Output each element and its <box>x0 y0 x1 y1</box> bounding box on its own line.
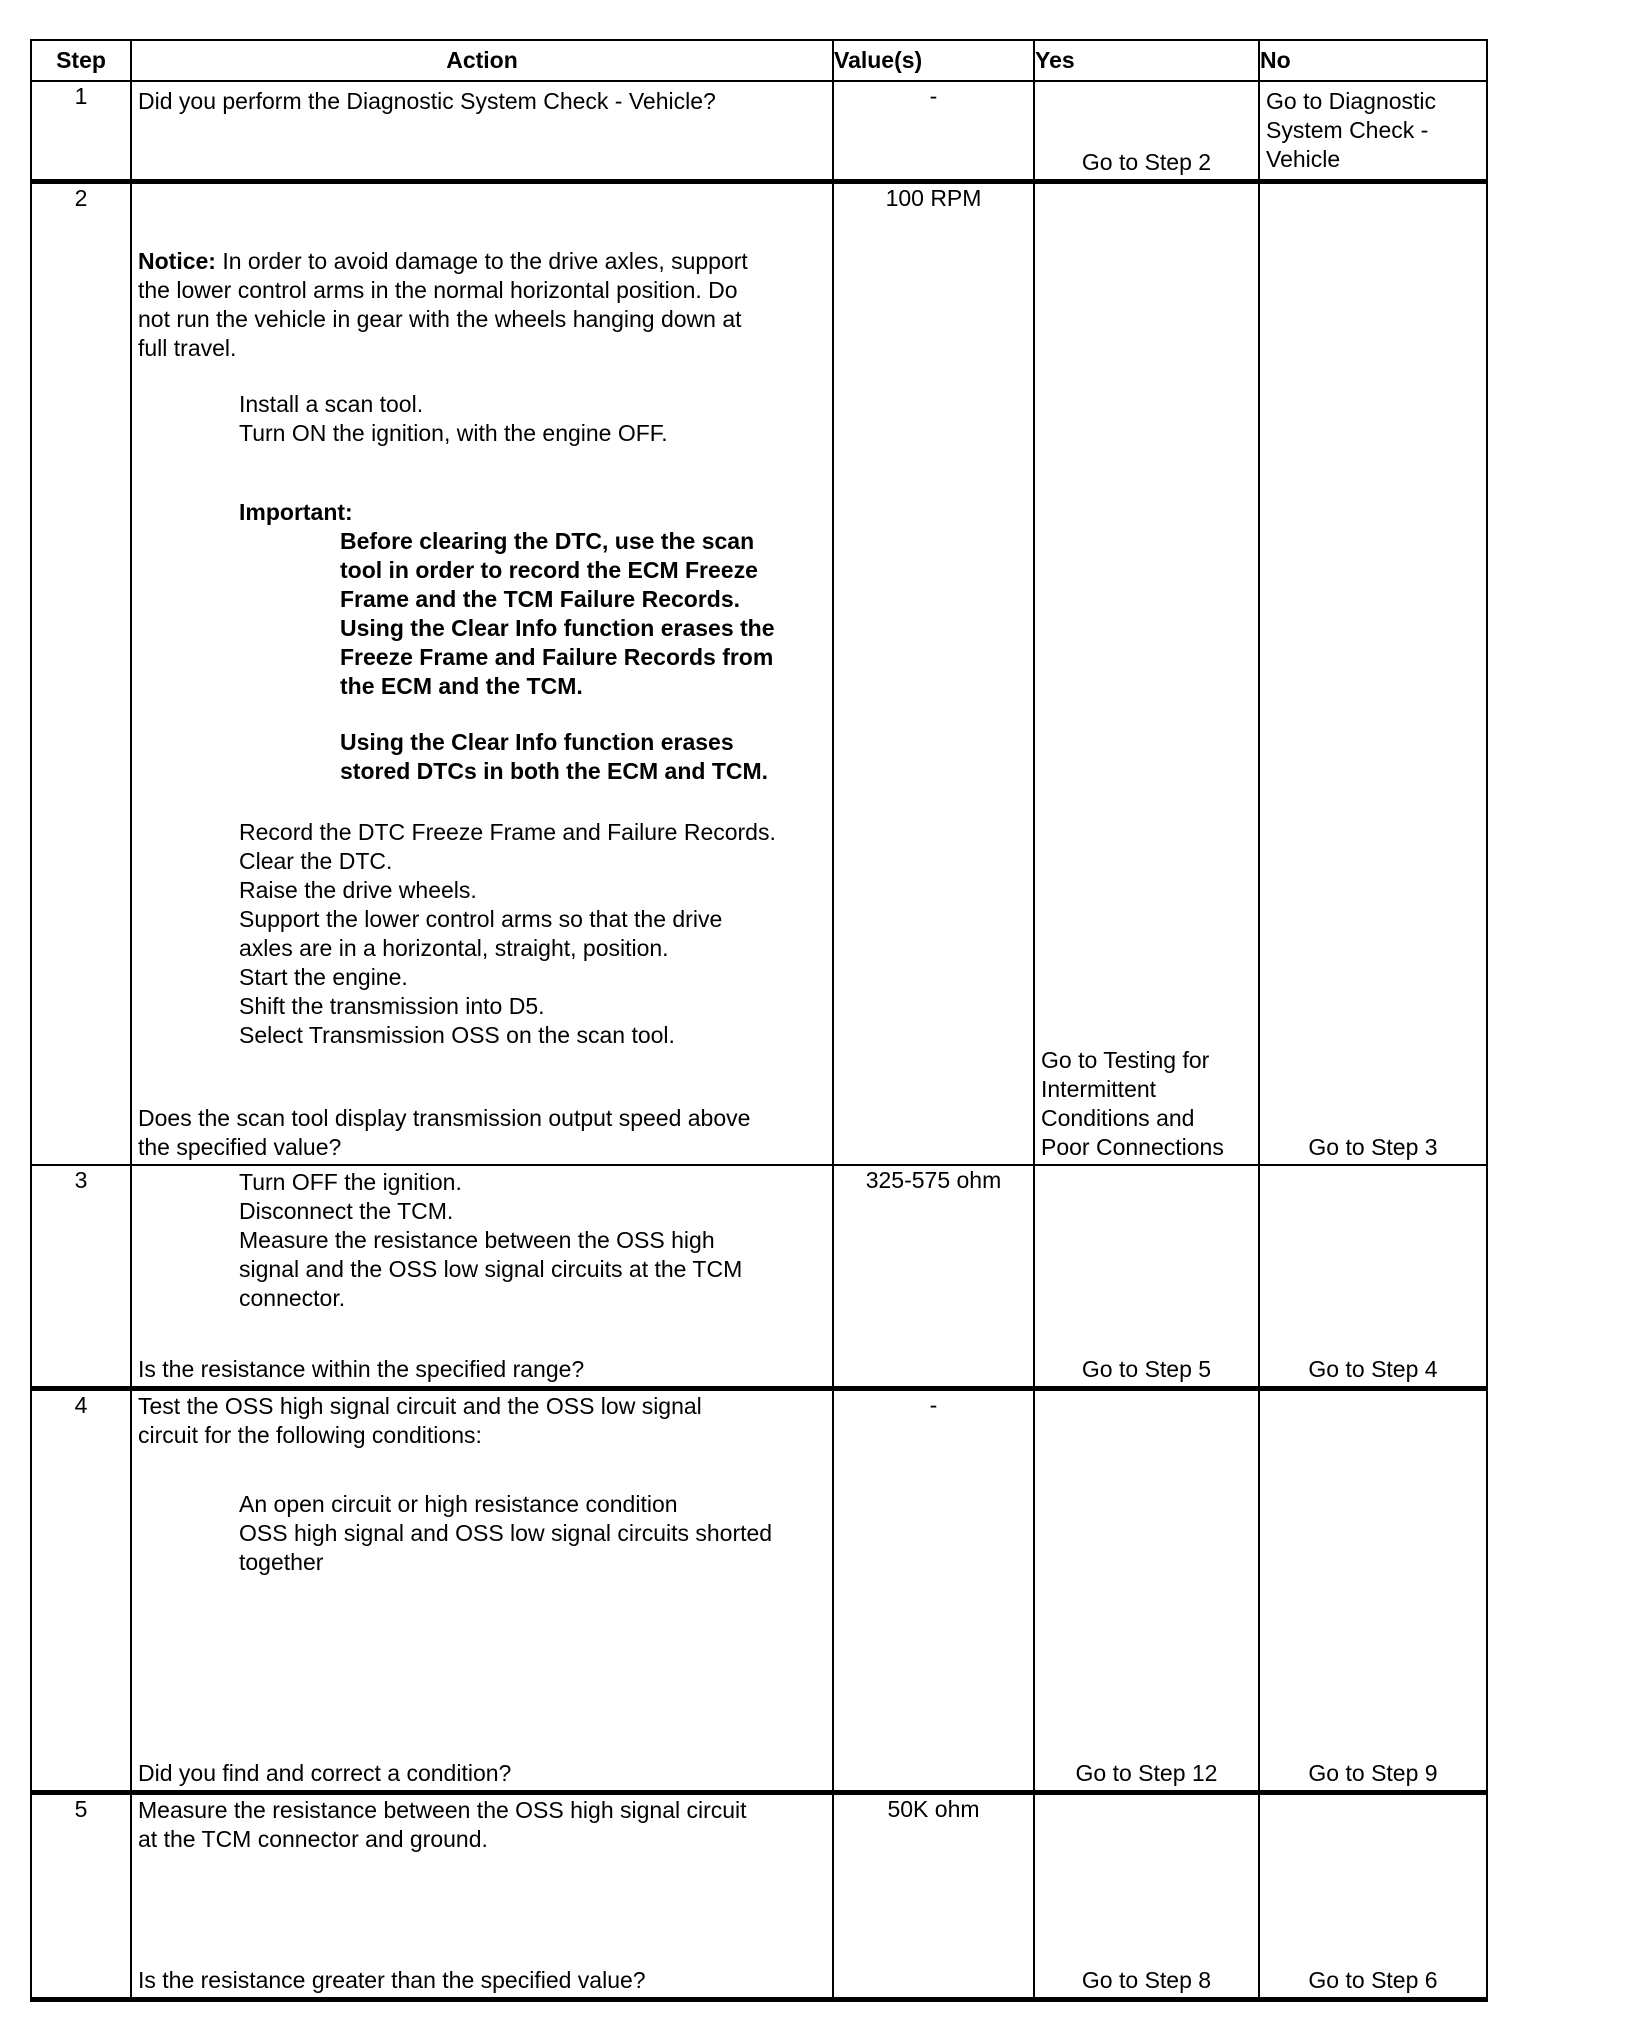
important-line: Frame and the TCM Failure Records. <box>340 585 741 612</box>
yes-cell <box>1034 81 1259 181</box>
yes-link: Go to Step 2 <box>1081 149 1212 175</box>
important-label: Important: <box>239 498 353 525</box>
procedure-step: Support the lower control arms so that the drive <box>239 905 723 932</box>
important-line: the ECM and the TCM. <box>340 672 583 699</box>
important-line: Before clearing the DTC, use the scan <box>340 527 755 554</box>
header-no: No <box>1259 40 1487 81</box>
procedure-step: Shift the transmission into D5. <box>239 992 545 1019</box>
step-number: 4 <box>31 1389 131 1793</box>
no-link-line: System Check - <box>1266 117 1429 143</box>
value-cell: - <box>833 81 1034 181</box>
header-action: Action <box>131 40 833 81</box>
step-number: 5 <box>31 1793 131 2000</box>
no-link: Go to Step 9 <box>1308 1760 1438 1786</box>
intro-line: Test the OSS high signal circuit and the OSS low signal <box>138 1393 702 1419</box>
important-line: tool in order to record the ECM Freeze <box>340 556 758 583</box>
question-line: Does the scan tool display transmission output speed above <box>138 1104 751 1131</box>
header-yes: Yes <box>1034 40 1259 81</box>
table-row-step-2 <box>31 181 1487 1165</box>
step-number: 3 <box>31 1165 131 1389</box>
yes-link-line: Conditions and <box>1041 1104 1195 1131</box>
procedure-steps <box>138 1168 826 1313</box>
intro-text <box>138 1392 826 1450</box>
value-cell: 325-575 ohm <box>833 1165 1034 1389</box>
condition-list <box>138 1490 826 1577</box>
important-line: Freeze Frame and Failure Records from <box>340 643 774 670</box>
procedure-step: Turn OFF the ignition. <box>239 1168 462 1195</box>
intro-line: Measure the resistance between the OSS high signal circuit <box>138 1797 747 1823</box>
condition-item: An open circuit or high resistance condition <box>239 1491 678 1517</box>
procedure-step: Select Transmission OSS on the scan tool. <box>239 1021 675 1048</box>
setup-steps <box>138 390 826 448</box>
procedure-step: axles are in a horizontal, straight, position. <box>239 934 669 961</box>
table-row-step-1 <box>31 81 1487 181</box>
action-cell <box>131 1793 833 2000</box>
yes-link-line: Poor Connections <box>1041 1133 1224 1160</box>
important-line: Using the Clear Info function erases <box>340 728 734 755</box>
intro-text <box>138 1796 826 1854</box>
procedure-step: Measure the resistance between the OSS high <box>239 1226 715 1253</box>
no-link: Go to Step 4 <box>1308 1355 1438 1382</box>
procedure-step: Disconnect the TCM. <box>239 1197 454 1224</box>
intro-line: circuit for the following conditions: <box>138 1422 482 1448</box>
procedure-step: connector. <box>239 1284 346 1311</box>
diagnostic-table <box>30 39 1488 2002</box>
no-cell <box>1259 181 1487 1165</box>
yes-link-line: Intermittent <box>1041 1075 1157 1102</box>
notice-text: In order to avoid damage to the drive axles, support <box>215 247 748 274</box>
notice-block <box>138 247 826 363</box>
yes-cell <box>1034 1165 1259 1389</box>
step-number: 2 <box>31 181 131 1165</box>
yes-link-line: Go to Testing for <box>1041 1046 1210 1073</box>
procedure-step: Clear the DTC. <box>239 847 393 874</box>
procedure-step: signal and the OSS low signal circuits at the TCM <box>239 1255 743 1282</box>
no-link-line: Vehicle <box>1266 146 1341 172</box>
question-text: Is the resistance greater than the specified value? <box>138 1967 646 1993</box>
no-cell <box>1259 1165 1487 1389</box>
important-text-2 <box>138 728 826 786</box>
condition-item: together <box>239 1549 324 1575</box>
action-cell <box>131 1389 833 1793</box>
header-value: Value(s) <box>833 40 1034 81</box>
setup-step: Turn ON the ignition, with the engine OFF. <box>239 419 668 446</box>
notice-text: not run the vehicle in gear with the wheels hanging down at <box>138 305 742 332</box>
procedure-steps <box>138 818 826 1050</box>
important-text <box>138 527 826 701</box>
question-line: the specified value? <box>138 1133 342 1160</box>
action-cell <box>131 181 833 1165</box>
no-cell <box>1259 1389 1487 1793</box>
table-row-step-3 <box>31 1165 1487 1389</box>
question-text: Is the resistance within the specified range? <box>138 1355 585 1382</box>
notice-text: full travel. <box>138 334 237 361</box>
question-text <box>138 1104 826 1162</box>
no-link: Go to Step 6 <box>1308 1967 1438 1993</box>
yes-cell <box>1034 1389 1259 1793</box>
intro-line: at the TCM connector and ground. <box>138 1826 488 1852</box>
procedure-step: Raise the drive wheels. <box>239 876 477 903</box>
procedure-step: Start the engine. <box>239 963 408 990</box>
value-cell: 100 RPM <box>833 181 1034 1165</box>
step-number: 1 <box>31 81 131 181</box>
action-cell <box>131 81 833 181</box>
value-cell: 50K ohm <box>833 1793 1034 2000</box>
no-cell <box>1259 81 1487 181</box>
no-cell <box>1259 1793 1487 2000</box>
yes-cell <box>1034 181 1259 1165</box>
yes-link: Go to Step 12 <box>1075 1760 1218 1786</box>
table-row-step-5 <box>31 1793 1487 2000</box>
yes-link: Go to Step 8 <box>1081 1967 1212 1993</box>
action-cell <box>131 1165 833 1389</box>
header-step: Step <box>31 40 131 81</box>
setup-step: Install a scan tool. <box>239 390 424 417</box>
important-line: stored DTCs in both the ECM and TCM. <box>340 757 769 784</box>
value-cell: - <box>833 1389 1034 1793</box>
no-link: Go to Step 3 <box>1308 1133 1438 1160</box>
notice-label: Notice: <box>138 247 216 274</box>
notice-text: the lower control arms in the normal horizontal position. Do <box>138 276 738 303</box>
action-text: Did you perform the Diagnostic System Check - Vehicle? <box>138 88 716 114</box>
header-row <box>31 40 1487 81</box>
yes-link: Go to Step 5 <box>1081 1355 1212 1382</box>
procedure-step: Record the DTC Freeze Frame and Failure Records. <box>239 818 776 845</box>
yes-cell <box>1034 1793 1259 2000</box>
no-link-line: Go to Diagnostic <box>1266 88 1437 114</box>
table-row-step-4 <box>31 1389 1487 1793</box>
question-text: Did you find and correct a condition? <box>138 1760 512 1786</box>
condition-item: OSS high signal and OSS low signal circuits shorted <box>239 1520 773 1546</box>
important-line: Using the Clear Info function erases the <box>340 614 775 641</box>
